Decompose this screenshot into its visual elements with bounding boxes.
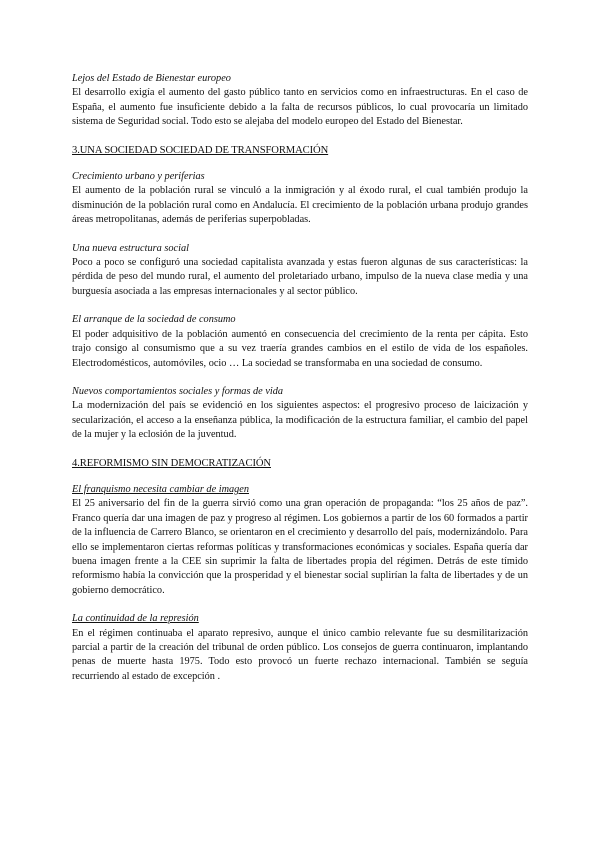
section-4 <box>72 457 528 471</box>
paragraph: El desarrollo exigía el aumento del gasto público tanto en servicios como en infraestructuras. En el caso de España, el aumento fue insuficiente debido a la falta de recursos públicos, lo cual provocaría un limitado sistema de Seguridad social. Todo esto se alejaba del modelo europeo del Estado del Bienestar. <box>72 87 528 128</box>
block-nuevos-comportamientos <box>72 385 528 443</box>
paragraph: La modernización del país se evidenció en los siguientes aspectos: el progresivo proceso de laicización y secularización, el acceso a la enseñanza pública, la modificación de la estructura familiar, el cambio del papel de la mujer y la eclosión de la juventud. <box>72 400 528 441</box>
subheading: Crecimiento urbano y periferias <box>72 171 205 183</box>
paragraph: El poder adquisitivo de la población aumentó en consecuencia del crecimiento de la renta per cápita. Esto trajo consigo al consumismo que a su vez traería grandes cambios en el estilo de vida de los españoles. Electrodomésticos, automóviles, ocio … La sociedad se transformaba en una sociedad de consumo. <box>72 328 528 369</box>
paragraph: En el régimen continuaba el aparato represivo, aunque el único cambio relevante fue su desmilitarización parcial a partir de la creación del tribunal de orden público. Los consejos de guerra continuaron, implantando penas de muerte hasta 1975. Todo esto provocó un fuerte rechazo internacional. También se seguía recurriendo al estado de excepción . <box>72 627 528 682</box>
block-sociedad-consumo <box>72 313 528 371</box>
subheading: El arranque de la sociedad de consumo <box>72 314 236 326</box>
section-3 <box>72 144 528 158</box>
block-lejos-estado-bienestar <box>72 72 528 130</box>
subheading: Una nueva estructura social <box>72 242 189 254</box>
document-page <box>72 72 528 698</box>
section-heading: 3.UNA SOCIEDAD SOCIEDAD DE TRANSFORMACIÓN <box>72 144 329 156</box>
paragraph: Poco a poco se configuró una sociedad capitalista avanzada y estas fueron algunas de sus características: la pérdida de peso del mundo rural, el aumento del proletariado urbano, impulso de la nueva clase media y una burguesía asociada a las empresas internacionales y al sector público. <box>72 257 528 297</box>
subheading: La continuidad de la represión <box>72 613 199 625</box>
section-heading: 4.REFORMISMO SIN DEMOCRATIZACIÓN <box>72 457 271 469</box>
subheading: El franquismo necesita cambiar de imagen <box>72 483 250 495</box>
block-continuidad-represion <box>72 612 528 684</box>
block-nueva-estructura-social <box>72 242 528 300</box>
subheading: Lejos del Estado de Bienestar europeo <box>72 73 231 84</box>
block-crecimiento-urbano <box>72 170 528 228</box>
paragraph: El 25 aniversario del fin de la guerra sirvió como una gran operación de propaganda: “los 25 años de paz”. Franco quería dar una imagen de paz y progreso al régimen. Los gobiernos a partir de los 60 formados a partir de la influencia de Carrero Blanco, se orientaron en el crecimiento y desarrollo del país, modernizándolo. Para ello se implementaron ciertas reformas políticas y transformaciones económicas y sociales. España quería dar buena imagen frente a la CEE sin suprimir la falta de libertades propia del régimen. Detrás de este tímido reformismo había la convicción que la prosperidad y el bienestar social suplirían la falta de libertades y de un gobierno democrático. <box>72 498 528 596</box>
paragraph: El aumento de la población rural se vinculó a la inmigración y al éxodo rural, el cual también produjo la disminución de la población rural como en Andalucía. El crecimiento de la población urbana produjo grandes áreas metropolitanas, además de periferias superpobladas. <box>72 185 528 226</box>
subheading: Nuevos comportamientos sociales y formas de vida <box>72 385 284 397</box>
block-franquismo-imagen <box>72 483 528 598</box>
